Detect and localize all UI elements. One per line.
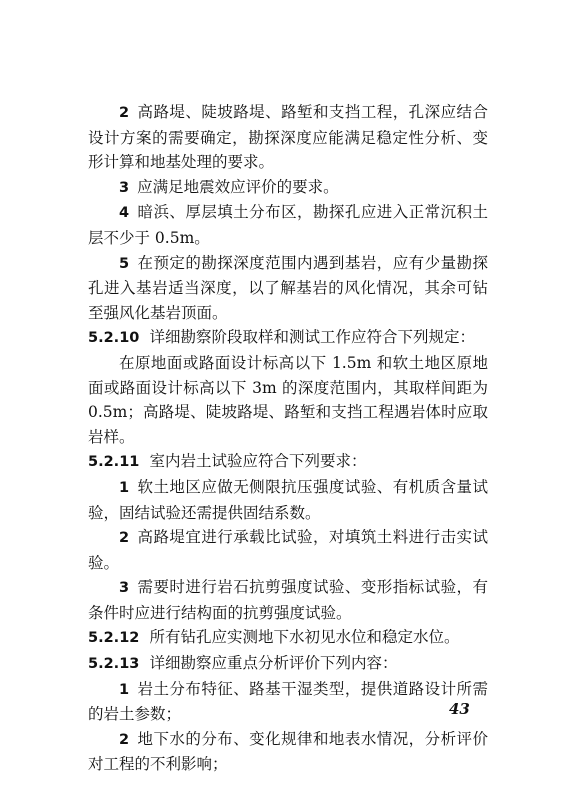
item-number: 1 (119, 479, 130, 496)
section-number: 5.2.13 (88, 656, 140, 673)
section-title: 详细勘察应重点分析评价下列内容： (149, 654, 398, 673)
item-number: 1 (119, 681, 130, 698)
section-heading-5-2-10 (88, 325, 488, 351)
section-body-5-2-10: 在原地面或路面设计标高以下 1.5m 和软土地区原地面或路面设计标高以下 3m 的深度范围内，其取样间距为 0.5m；高路堤、陡坡路堤、路堑和支挡工程遇岩体时应取岩样。 (88, 353, 488, 446)
item-text: 高路堤、陡坡路堤、路堑和支挡工程，孔深应结合设计方案的需要确定，勘探深度应能满足稳定性分析、变形计算和地基处理的要求。 (88, 103, 488, 172)
item-number: 4 (119, 205, 130, 222)
page-number: 43 (449, 700, 470, 718)
item-text: 暗浜、厚层填土分布区，勘探孔应进入正常沉积土层不少于 0.5m。 (88, 203, 488, 247)
item-number: 2 (119, 105, 130, 121)
item-number: 3 (119, 580, 130, 597)
section-5-2-13-item-1 (88, 677, 488, 727)
section-heading-5-2-12 (88, 625, 488, 651)
section-number: 5.2.11 (88, 454, 140, 471)
item-number: 3 (119, 179, 130, 196)
paragraph-item-5 (88, 251, 488, 326)
section-number: 5.2.12 (88, 630, 140, 647)
section-title: 详细勘察阶段取样和测试工作应符合下列规定： (149, 328, 476, 347)
item-number: 5 (119, 255, 130, 272)
paragraph-item-3 (88, 175, 488, 201)
item-text: 需要时进行岩石抗剪强度试验、变形指标试验，有条件时应进行结构面的抗剪强度试验。 (88, 578, 488, 622)
item-text: 应满足地震效应评价的要求。 (137, 177, 339, 196)
section-5-2-13-item-2 (88, 727, 488, 777)
document-body (88, 100, 488, 777)
section-title: 室内岩土试验应符合下列要求： (149, 452, 367, 471)
item-number: 2 (119, 530, 130, 547)
item-text: 软土地区应做无侧限抗压强度试验、有机质含量试验，固结试验还需提供固结系数。 (88, 477, 488, 522)
item-text: 岩土分布特征、路基干湿类型，提供道路设计所需的岩土参数； (88, 679, 488, 724)
paragraph-item-2 (88, 100, 488, 175)
section-title: 所有钻孔应实测地下水初见水位和稳定水位。 (149, 628, 460, 647)
section-heading-5-2-11 (88, 449, 488, 475)
item-number: 2 (119, 731, 130, 748)
section-5-2-11-item-2 (88, 525, 488, 575)
section-number: 5.2.10 (88, 330, 140, 347)
section-5-2-11-item-1 (88, 475, 488, 525)
section-heading-5-2-13 (88, 651, 488, 677)
paragraph-item-4 (88, 200, 488, 250)
item-text: 高路堤宜进行承载比试验，对填筑土料进行击实试验。 (88, 528, 488, 572)
item-text: 在预定的勘探深度范围内遇到基岩，应有少量勘探孔进入基岩适当深度，以了解基岩的风化情况，其余可钻至强风化基岩顶面。 (88, 253, 488, 322)
item-text: 地下水的分布、变化规律和地表水情况，分析评价对工程的不利影响； (88, 729, 488, 774)
section-5-2-11-item-3 (88, 575, 488, 625)
